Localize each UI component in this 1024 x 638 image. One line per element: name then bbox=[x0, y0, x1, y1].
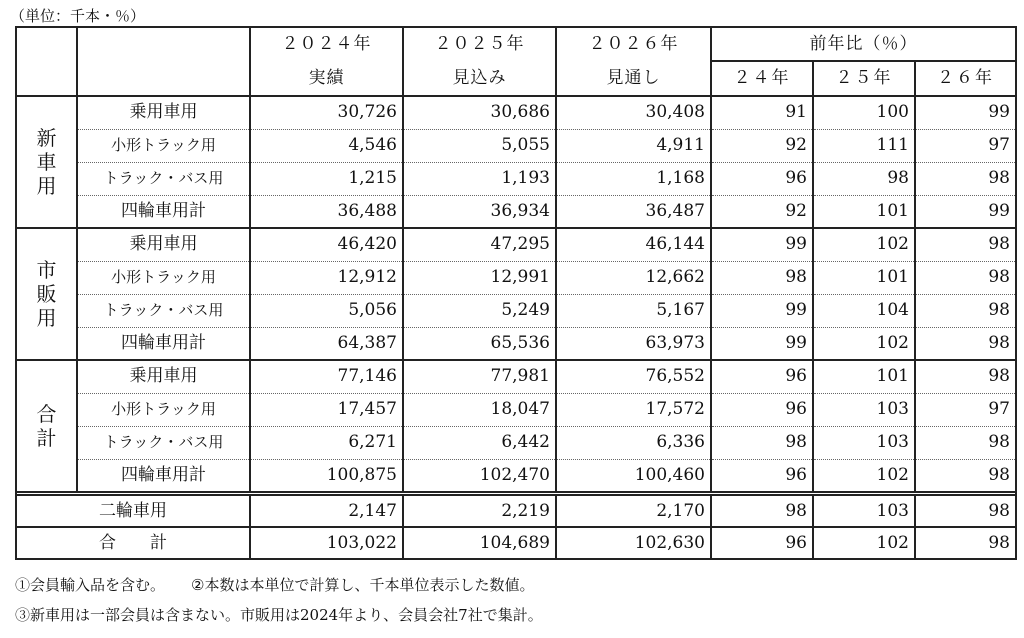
ratio-24: 96 bbox=[711, 162, 813, 195]
group-label-char: 用 bbox=[36, 306, 57, 330]
group-label-char: 新 bbox=[36, 126, 57, 150]
group-label-char: 用 bbox=[36, 174, 57, 198]
ratio-25: 101 bbox=[813, 360, 915, 393]
table-row bbox=[16, 195, 1016, 228]
category-header-cell bbox=[77, 27, 250, 96]
group-label-char: 販 bbox=[36, 282, 57, 306]
ratio-26: 98 bbox=[915, 228, 1016, 261]
value-2026: 1,168 bbox=[556, 162, 711, 195]
value-2024: 77,146 bbox=[250, 360, 403, 393]
ratio-25: 103 bbox=[813, 495, 915, 527]
ratio-24-header: ２４年 bbox=[711, 61, 813, 96]
note-1: ①会員輸入品を含む。 bbox=[15, 576, 166, 594]
row-label: 乗用車用 bbox=[77, 228, 250, 261]
row-label: 小形トラック用 bbox=[77, 393, 250, 426]
value-2026: 30,408 bbox=[556, 96, 711, 129]
ratio-26: 97 bbox=[915, 129, 1016, 162]
value-2025: 5,249 bbox=[403, 294, 556, 327]
ratio-24: 92 bbox=[711, 195, 813, 228]
ratio-25-header: ２５年 bbox=[813, 61, 915, 96]
value-2025: 5,055 bbox=[403, 129, 556, 162]
ratio-24: 98 bbox=[711, 495, 813, 527]
ratio-24: 96 bbox=[711, 360, 813, 393]
row-label: トラック・バス用 bbox=[77, 162, 250, 195]
value-2024: 1,215 bbox=[250, 162, 403, 195]
ratio-26: 98 bbox=[915, 327, 1016, 360]
ratio-24: 99 bbox=[711, 327, 813, 360]
row-label: 乗用車用 bbox=[77, 360, 250, 393]
col-2025-year: ２０２５年 bbox=[403, 27, 556, 61]
value-2025: 65,536 bbox=[403, 327, 556, 360]
ratio-26: 99 bbox=[915, 96, 1016, 129]
ratio-25: 104 bbox=[813, 294, 915, 327]
value-2025: 12,991 bbox=[403, 261, 556, 294]
ratio-26: 98 bbox=[915, 360, 1016, 393]
ratio-24: 96 bbox=[711, 459, 813, 492]
table-row bbox=[16, 162, 1016, 195]
value-2024: 100,875 bbox=[250, 459, 403, 492]
ratio-25: 102 bbox=[813, 459, 915, 492]
ratio-24: 91 bbox=[711, 96, 813, 129]
ratio-26-header: ２６年 bbox=[915, 61, 1016, 96]
value-2025: 102,470 bbox=[403, 459, 556, 492]
ratio-25: 100 bbox=[813, 96, 915, 129]
value-2026: 12,662 bbox=[556, 261, 711, 294]
ratio-25: 98 bbox=[813, 162, 915, 195]
ratio-25: 102 bbox=[813, 527, 915, 559]
ratio-26: 97 bbox=[915, 393, 1016, 426]
value-2024: 5,056 bbox=[250, 294, 403, 327]
table-row bbox=[16, 393, 1016, 426]
table-row bbox=[16, 360, 1016, 393]
value-2026: 17,572 bbox=[556, 393, 711, 426]
row-label: 四輪車用計 bbox=[77, 195, 250, 228]
row-label: 小形トラック用 bbox=[77, 129, 250, 162]
note-3: ③新車用は一部会員は含まない。市販用は2024年より、会員会社7社で集計。 bbox=[15, 606, 543, 624]
corner-cell bbox=[16, 27, 77, 96]
group-label-char: 市 bbox=[36, 258, 57, 282]
value-2024: 2,147 bbox=[250, 495, 403, 527]
two-wheel-row bbox=[16, 495, 1016, 527]
value-2025: 36,934 bbox=[403, 195, 556, 228]
value-2025: 30,686 bbox=[403, 96, 556, 129]
ratio-24: 92 bbox=[711, 129, 813, 162]
row-label: 合 計 bbox=[16, 527, 250, 559]
value-2024: 46,420 bbox=[250, 228, 403, 261]
row-label: 乗用車用 bbox=[77, 96, 250, 129]
group-label-char: 車 bbox=[36, 150, 57, 174]
value-2024: 64,387 bbox=[250, 327, 403, 360]
value-2026: 5,167 bbox=[556, 294, 711, 327]
table-row bbox=[16, 294, 1016, 327]
col-2026-year: ２０２６年 bbox=[556, 27, 711, 61]
value-2026: 36,487 bbox=[556, 195, 711, 228]
row-label: トラック・バス用 bbox=[77, 426, 250, 459]
ratio-25: 102 bbox=[813, 228, 915, 261]
value-2026: 63,973 bbox=[556, 327, 711, 360]
group-label-char: 合 bbox=[36, 402, 57, 426]
ratio-26: 98 bbox=[915, 294, 1016, 327]
col-2026-sub: 見通し bbox=[556, 61, 711, 96]
value-2025: 77,981 bbox=[403, 360, 556, 393]
ratio-25: 103 bbox=[813, 393, 915, 426]
group-label bbox=[16, 360, 77, 492]
value-2024: 17,457 bbox=[250, 393, 403, 426]
ratio-25: 111 bbox=[813, 129, 915, 162]
ratio-26: 99 bbox=[915, 195, 1016, 228]
ratio-25: 103 bbox=[813, 426, 915, 459]
row-label: 四輪車用計 bbox=[77, 459, 250, 492]
table-row bbox=[16, 129, 1016, 162]
ratio-26: 98 bbox=[915, 495, 1016, 527]
ratio-25: 101 bbox=[813, 261, 915, 294]
col-2024-sub: 実績 bbox=[250, 61, 403, 96]
value-2025: 1,193 bbox=[403, 162, 556, 195]
ratio-24: 96 bbox=[711, 393, 813, 426]
value-2025: 18,047 bbox=[403, 393, 556, 426]
grand-total-row bbox=[16, 527, 1016, 559]
ratio-26: 98 bbox=[915, 162, 1016, 195]
value-2026: 102,630 bbox=[556, 527, 711, 559]
row-label: 二輪車用 bbox=[16, 495, 250, 527]
group-label bbox=[16, 228, 77, 360]
row-label: 小形トラック用 bbox=[77, 261, 250, 294]
value-2026: 76,552 bbox=[556, 360, 711, 393]
table-row bbox=[16, 327, 1016, 360]
ratio-26: 98 bbox=[915, 426, 1016, 459]
value-2025: 2,219 bbox=[403, 495, 556, 527]
value-2026: 4,911 bbox=[556, 129, 711, 162]
ratio-header: 前年比（％） bbox=[711, 27, 1016, 61]
value-2026: 100,460 bbox=[556, 459, 711, 492]
group-label bbox=[16, 96, 77, 228]
ratio-25: 101 bbox=[813, 195, 915, 228]
group-label-char: 計 bbox=[36, 426, 57, 450]
note-line-1 bbox=[15, 574, 534, 595]
ratio-24: 99 bbox=[711, 294, 813, 327]
value-2024: 4,546 bbox=[250, 129, 403, 162]
col-2024-year: ２０２４年 bbox=[250, 27, 403, 61]
value-2024: 36,488 bbox=[250, 195, 403, 228]
ratio-26: 98 bbox=[915, 261, 1016, 294]
unit-label: （単位：千本・％） bbox=[10, 7, 146, 25]
ratio-25: 102 bbox=[813, 327, 915, 360]
ratio-26: 98 bbox=[915, 527, 1016, 559]
ratio-24: 99 bbox=[711, 228, 813, 261]
tire-statistics-table bbox=[15, 26, 1017, 560]
value-2025: 47,295 bbox=[403, 228, 556, 261]
ratio-24: 98 bbox=[711, 426, 813, 459]
value-2026: 46,144 bbox=[556, 228, 711, 261]
note-2: ②本数は本単位で計算し、千本単位表示した数値。 bbox=[191, 576, 535, 594]
value-2024: 103,022 bbox=[250, 527, 403, 559]
ratio-24: 98 bbox=[711, 261, 813, 294]
value-2024: 12,912 bbox=[250, 261, 403, 294]
ratio-24: 96 bbox=[711, 527, 813, 559]
table-row bbox=[16, 459, 1016, 492]
row-label: トラック・バス用 bbox=[77, 294, 250, 327]
table-row bbox=[16, 228, 1016, 261]
value-2024: 30,726 bbox=[250, 96, 403, 129]
value-2025: 6,442 bbox=[403, 426, 556, 459]
value-2025: 104,689 bbox=[403, 527, 556, 559]
row-label: 四輪車用計 bbox=[77, 327, 250, 360]
value-2024: 6,271 bbox=[250, 426, 403, 459]
ratio-26: 98 bbox=[915, 459, 1016, 492]
table-row bbox=[16, 96, 1016, 129]
table-row bbox=[16, 261, 1016, 294]
value-2026: 2,170 bbox=[556, 495, 711, 527]
table-row bbox=[16, 426, 1016, 459]
col-2025-sub: 見込み bbox=[403, 61, 556, 96]
value-2026: 6,336 bbox=[556, 426, 711, 459]
